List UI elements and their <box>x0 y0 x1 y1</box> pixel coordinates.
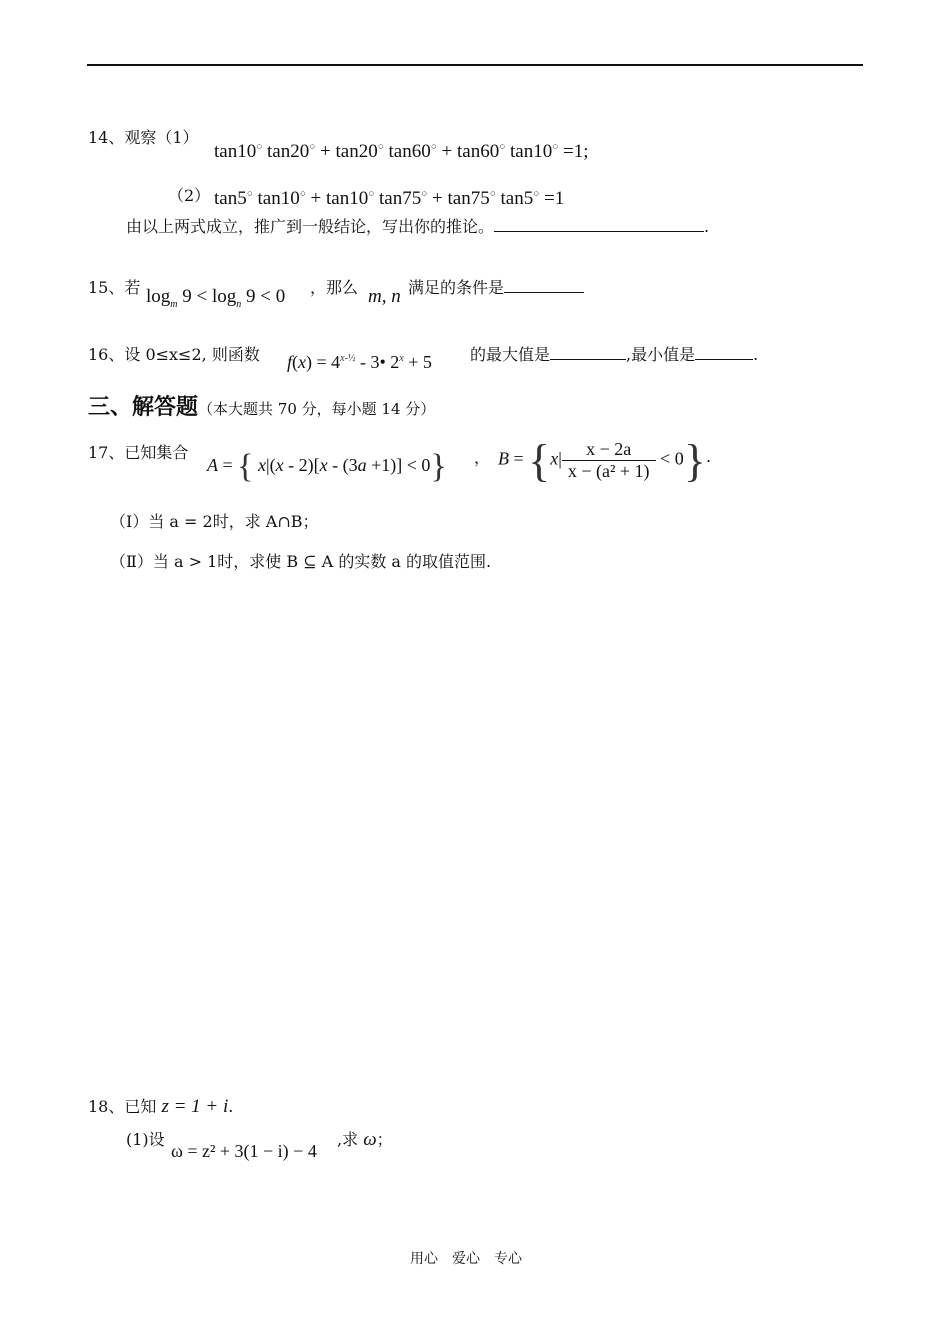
q17-label: 17、已知集合 <box>88 443 189 462</box>
section-3-heading <box>88 390 435 421</box>
q14-equation-2: tan5○ tan10○ + tan10○ tan75○ + tan75○ tan5○ =1 <box>214 188 565 209</box>
header-rule <box>87 64 863 66</box>
q18-label: 18、已知 z = 1 + i. <box>88 1096 234 1117</box>
q18-omega-equation: ω = z² + 3(1 − i) − 4 <box>171 1141 317 1161</box>
q14-prompt: 由以上两式成立，推广到一般结论，写出你的推论。 . <box>126 217 710 236</box>
q17-set-b: B = {x| $\frac{x - 2a}{\text{x − (a² + 1)}}$ < 0} <box>498 435 706 486</box>
footer-text: 用心 爱心 专心 <box>410 1251 522 1267</box>
q16-max-blank[interactable] <box>550 345 626 360</box>
q18-part-1-tail: ,求 ω； <box>337 1129 393 1150</box>
q15-mid: ，那么 <box>310 278 359 297</box>
q17-end: . <box>706 447 712 466</box>
q15-label: 15、若 <box>88 278 141 297</box>
q18-part-1: (1)设 <box>126 1130 165 1149</box>
q15-answer-blank[interactable] <box>504 278 584 293</box>
q17-part-1: （Ⅰ）当 a = 2时，求 A∩B； <box>110 512 319 531</box>
q17-part-2: （Ⅱ）当 a > 1时，求使 B ⊆ A 的实数 a 的取值范围. <box>110 552 492 571</box>
q15-condition: $\log_m 9 < \log_n 9 < 0$ <box>146 286 286 310</box>
q15-variables: m, n <box>368 286 401 307</box>
q15-tail: 满足的条件是 <box>408 278 584 298</box>
q14-label-2: （2） <box>168 186 211 205</box>
q17-separator: ， <box>474 448 491 467</box>
q14-equation-1: tan10○ tan20○ + tan20○ tan60○ + tan60○ tan10○ =1; <box>214 141 589 162</box>
q16-min-blank[interactable] <box>695 345 753 360</box>
q16-label: 16、设 0≤x≤2, 则函数 <box>88 345 260 364</box>
q16-function: $f(x) = 4^{x-\frac{1}{2}}$ - 3• $2^x + 5$ <box>287 352 432 372</box>
section-3-title: 三、解答题 <box>88 395 199 420</box>
q17-fraction: $\frac{x - 2a}{\text{x − (a² + 1)}}$ <box>562 439 656 482</box>
section-3-note: （本大题共 70 分，每小题 14 分） <box>198 400 436 418</box>
q16-max-min: 的最大值是 ,最小值是 . <box>470 345 759 364</box>
q17-set-a: A = { x|(x - 2)[x - (3a +1)] < 0} <box>207 448 447 485</box>
q18-z-value: z = 1 + i <box>161 1096 229 1117</box>
q14-answer-blank[interactable] <box>494 217 704 232</box>
q14-label: 14、观察（1） <box>88 128 199 147</box>
